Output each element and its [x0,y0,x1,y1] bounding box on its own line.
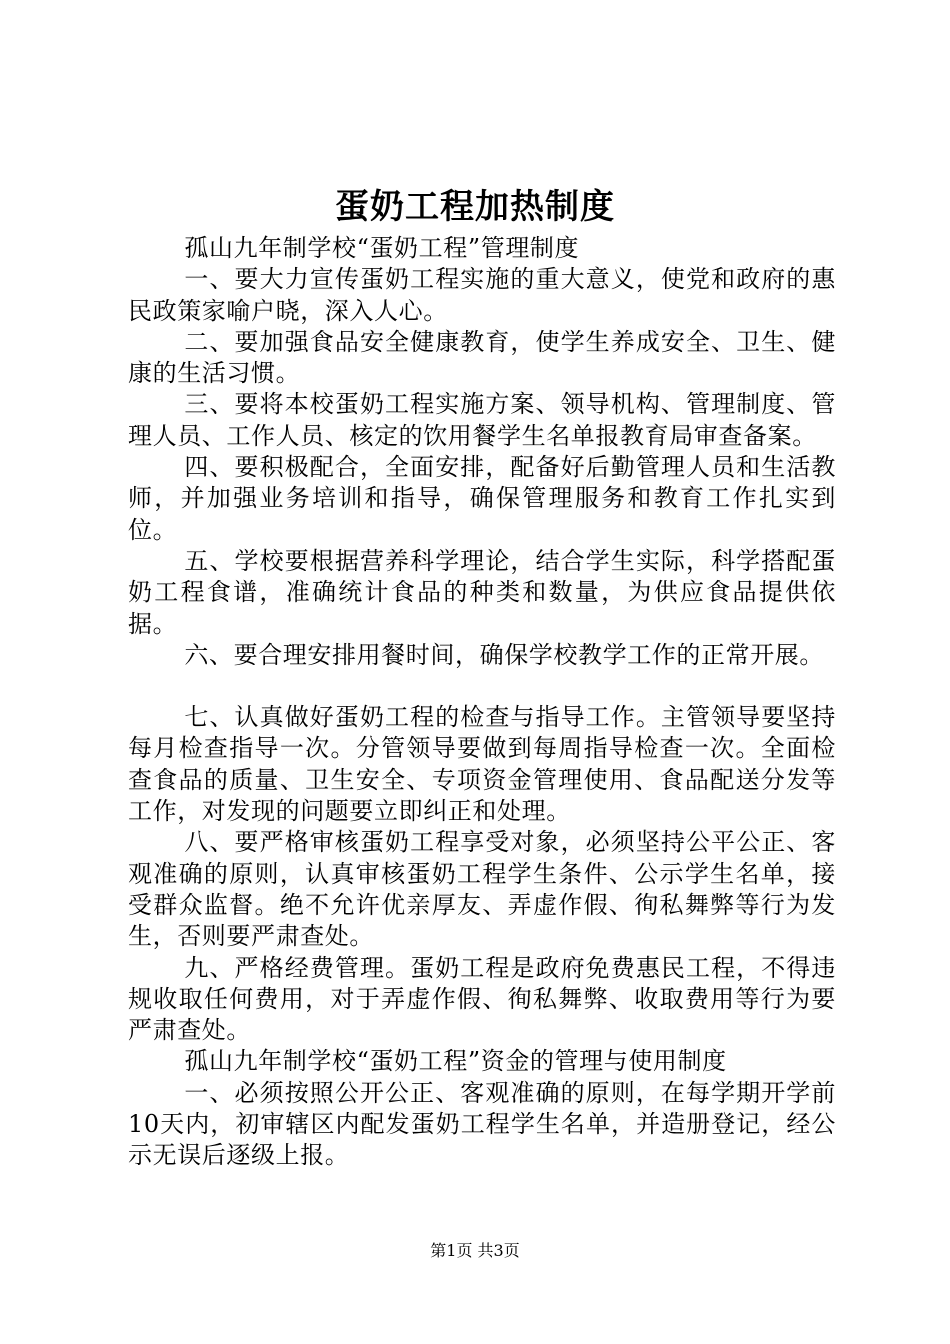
paragraph-item-8: 八、要严格审核蛋奶工程享受对象，必须坚持公平公正、客观准确的原则，认真审核蛋奶工程学生条件、公示学生名单，接受群众监督。绝不允许优亲厚友、弄虚作假、徇私舞弊等行为发生，否则要严肃查处。 [128,828,836,951]
document-title: 蛋奶工程加热制度 [335,187,615,227]
document-body [128,233,836,1172]
paragraph-item-9: 九、严格经费管理。蛋奶工程是政府免费惠民工程，不得违规收取任何费用，对于弄虚作假、徇私舞弊、收取费用等行为要严肃查处。 [128,953,836,1045]
paragraph-funds-item-1: 一、必须按照公开公正、客观准确的原则，在每学期开学前10天内，初审辖区内配发蛋奶工程学生名单，并造册登记，经公示无误后逐级上报。 [128,1078,836,1170]
section-heading-funds: 孤山九年制学校“蛋奶工程”资金的管理与使用制度 [184,1047,727,1076]
section-heading-management: 孤山九年制学校“蛋奶工程”管理制度 [184,234,580,262]
paragraph-item-2: 二、要加强食品安全健康教育，使学生养成安全、卫生、健康的生活习惯。 [128,327,836,388]
paragraph-item-6: 六、要合理安排用餐时间，确保学校教学工作的正常开展。 [184,640,824,669]
page-number-footer: 第1页 共3页 [430,1241,520,1260]
paragraph-item-4: 四、要积极配合，全面安排，配备好后勤管理人员和生活教师，并加强业务培训和指导，确保管理服务和教育工作扎实到位。 [128,453,836,544]
paragraph-item-1: 一、要大力宣传蛋奶工程实施的重大意义，使党和政府的惠民政策家喻户晓，深入人心。 [128,265,836,325]
paragraph-item-5: 五、学校要根据营养科学理论，结合学生实际，科学搭配蛋奶工程食谱，准确统计食品的种类和数量，为供应食品提供依据。 [128,546,836,638]
paragraph-item-3: 三、要将本校蛋奶工程实施方案、领导机构、管理制度、管理人员、工作人员、核定的饮用餐学生名单报教育局审查备案。 [128,390,836,450]
paragraph-item-7: 七、认真做好蛋奶工程的检查与指导工作。主管领导要坚持每月检查指导一次。分管领导要做到每周指导检查一次。全面检查食品的质量、卫生安全、专项资金管理使用、食品配送分发等工作，对发现的问题要立即纠正和处理。 [128,703,836,826]
